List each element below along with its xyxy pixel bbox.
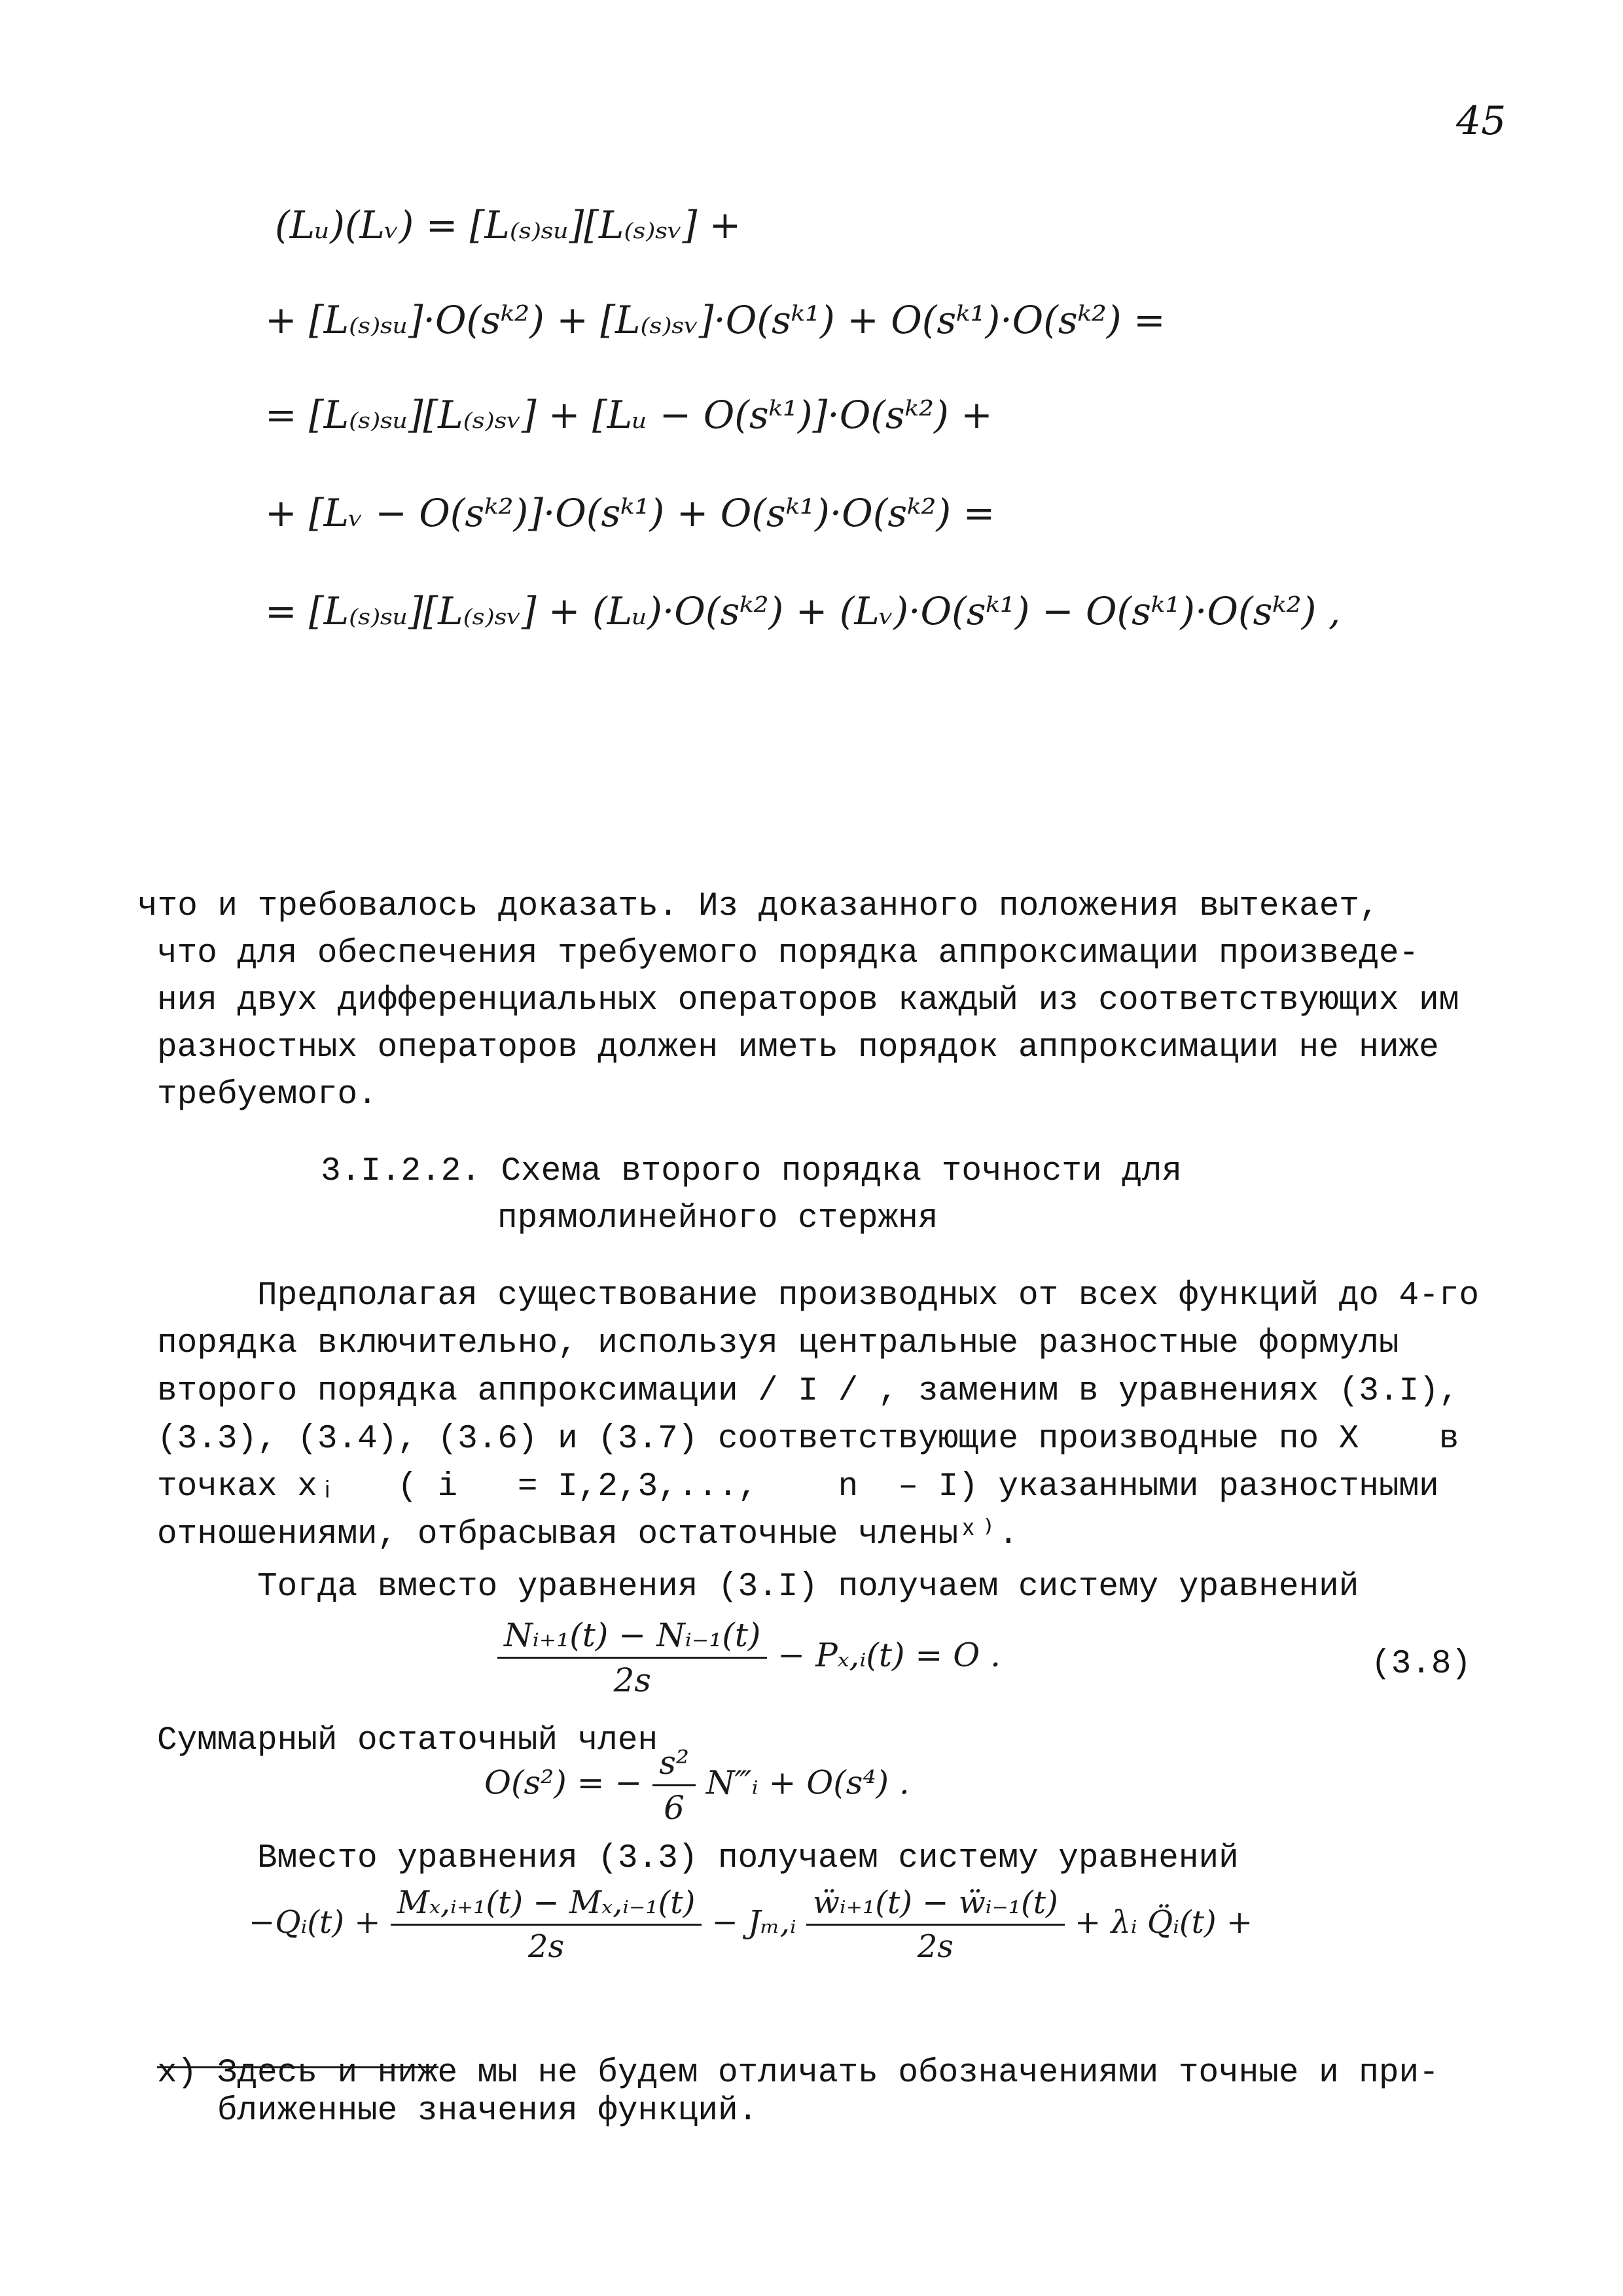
footnote-line-1: x) Здесь и ниже мы не будем отличать обозначениями точные и при-	[157, 2055, 1439, 2092]
equation-rest: − Pₓ,ᵢ(t) = O .	[777, 1636, 1001, 1674]
equation-line-4: + [Lᵥ − O(sᵏ²)]·O(sᵏ¹) + O(sᵏ¹)·O(sᵏ²) =	[265, 491, 995, 535]
fraction-numerator: ẅᵢ₊₁(t) − ẅᵢ₋₁(t)	[806, 1884, 1065, 1926]
fraction	[391, 1884, 702, 1965]
text-line: точках xᵢ ( i = I,2,3,..., n – I) указанными разностными	[157, 1468, 1439, 1506]
text-line: что для обеспечения требуемого порядка аппроксимации произведе-	[157, 935, 1419, 972]
equation-3-8	[497, 1616, 1001, 1699]
text-line: второго порядка аппроксимации / I / , заменим в уравнениях (3.I),	[157, 1373, 1459, 1410]
equation-line-5: = [L₍ₛ₎ₛᵤ][L₍ₛ₎ₛᵥ] + (Lᵤ)·O(sᵏ²) + (Lᵥ)·O(sᵏ¹) − O(sᵏ¹)·O(sᵏ²) ,	[265, 589, 1341, 633]
equation-3-3-discrete	[249, 1884, 1253, 1965]
fraction	[497, 1616, 767, 1699]
footnote-line-2: ближенные значения функций.	[157, 2093, 758, 2130]
equation-mid: − Jₘ,ᵢ	[711, 1904, 796, 1941]
equation-line-3: = [L₍ₛ₎ₛᵤ][L₍ₛ₎ₛᵥ] + [Lᵤ − O(sᵏ¹)]·O(sᵏ²) +	[265, 393, 993, 437]
equation-lead: −Qᵢ(t) +	[249, 1904, 381, 1941]
text-line: отношениями, отбрасывая остаточные членыˣ⁾.	[157, 1516, 1019, 1553]
text-line: требуемого.	[157, 1076, 378, 1114]
residual-lhs: O(s²) = −	[484, 1763, 643, 1802]
fraction-numerator: Mₓ,ᵢ₊₁(t) − Mₓ,ᵢ₋₁(t)	[391, 1884, 702, 1926]
section-heading: 3.I.2.2. Схема второго порядка точности для	[321, 1153, 1183, 1190]
fraction-numerator: Nᵢ₊₁(t) − Nᵢ₋₁(t)	[497, 1616, 767, 1659]
text-line: разностных операторов должен иметь порядок аппроксимации не ниже	[157, 1029, 1439, 1067]
fraction-denominator: 6	[664, 1789, 685, 1827]
fraction-denominator: 2s	[613, 1661, 651, 1699]
text-line: Предполагая существование производных от всех функций до 4-го	[157, 1277, 1479, 1315]
fraction	[806, 1884, 1065, 1965]
text-line-system-intro: Тогда вместо уравнения (3.I) получаем систему уравнений	[157, 1568, 1359, 1606]
section-heading-continued: прямолинейного стержня	[497, 1200, 938, 1237]
equation-line-2: + [L₍ₛ₎ₛᵤ]·O(sᵏ²) + [L₍ₛ₎ₛᵥ]·O(sᵏ¹) + O(sᵏ¹)·O(sᵏ²) =	[265, 298, 1166, 342]
residual-equation	[484, 1744, 910, 1827]
residual-rhs: N‴ᵢ + O(s⁴) .	[705, 1763, 910, 1802]
text-line-system-intro-2: Вместо уравнения (3.3) получаем систему уравнений	[157, 1840, 1239, 1877]
text-line: ния двух дифференциальных операторов каждый из соответствующих им	[157, 982, 1459, 1019]
text-line: что и требовалось доказать. Из доказанного положения вытекает,	[137, 888, 1380, 925]
fraction-denominator: 2s	[527, 1928, 565, 1965]
fraction-denominator: 2s	[917, 1928, 954, 1965]
text-line: (3.3), (3.4), (3.6) и (3.7) соответствующие производные по X в	[157, 1421, 1459, 1458]
equation-number: (3.8)	[1371, 1646, 1472, 1683]
equation-tail: + λᵢ Q̈ᵢ(t) +	[1075, 1904, 1253, 1941]
fraction-numerator: s²	[652, 1744, 696, 1786]
text-line-residual-label: Суммарный остаточный член	[157, 1722, 658, 1759]
page-number: 45	[1456, 98, 1507, 144]
text-line: порядка включительно, используя центральные разностные формулы	[157, 1325, 1399, 1362]
equation-line-1: (Lᵤ)(Lᵥ) = [L₍ₛ₎ₛᵤ][L₍ₛ₎ₛᵥ] +	[275, 203, 741, 247]
fraction	[652, 1744, 696, 1827]
